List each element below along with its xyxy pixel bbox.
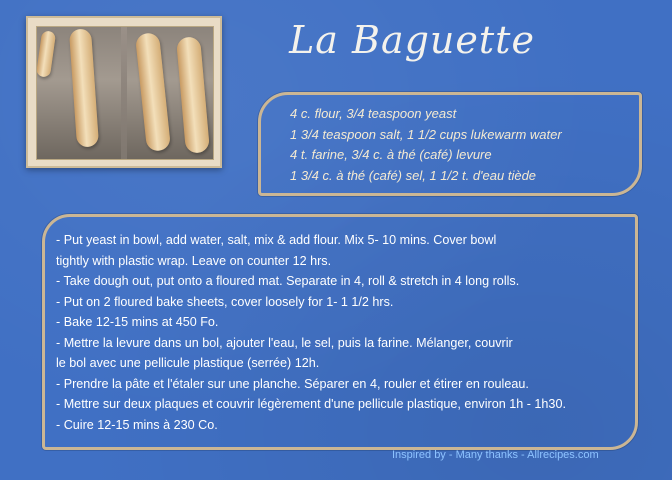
step-line: - Prendre la pâte et l'étaler sur une planche. Séparer en 4, rouler et étirer en rouleau. (56, 376, 529, 391)
ingredient-line: 4 c. flour, 3/4 teaspoon yeast (290, 106, 457, 121)
step-line: le bol avec une pellicule plastique (serrée) 12h. (56, 356, 320, 370)
steps-list (56, 230, 566, 435)
photo-image (36, 26, 214, 160)
step-line: tightly with plastic wrap. Leave on counter 12 hrs. (56, 253, 332, 268)
ingredient-line: 1 3/4 teaspoon salt, 1 1/2 cups lukewarm water (290, 126, 562, 142)
step-line: - Put yeast in bowl, add water, salt, mix & add flour. Mix 5- 10 mins. Cover bowl (56, 233, 497, 247)
step-line: - Take dough out, put onto a floured mat. Separate in 4, roll & stretch in 4 long rolls. (56, 274, 520, 288)
page-title: La Baguette (289, 18, 535, 62)
ingredient-line: 1 3/4 c. à thé (café) sel, 1 1/2 t. d'eau tiède (290, 167, 537, 183)
step-line: - Cuire 12-15 mins à 230 Co. (56, 417, 218, 432)
step-line: - Mettre la levure dans un bol, ajouter l'eau, le sel, puis la farine. Mélanger, couvrir (56, 335, 513, 350)
baguette-photo (26, 16, 222, 168)
credit-line: Inspired by - Many thanks - Allrecipes.com (392, 449, 599, 461)
ingredient-line: 4 t. farine, 3/4 c. à thé (café) levure (290, 147, 492, 162)
step-line: - Mettre sur deux plaques et couvrir légèrement d'une pellicule plastique, environ 1h - 1h30. (56, 397, 566, 411)
step-line: - Put on 2 floured bake sheets, cover loosely for 1- 1 1/2 hrs. (56, 294, 394, 309)
step-line: - Bake 12-15 mins at 450 Fo. (56, 315, 219, 329)
ingredients-list (290, 104, 562, 186)
